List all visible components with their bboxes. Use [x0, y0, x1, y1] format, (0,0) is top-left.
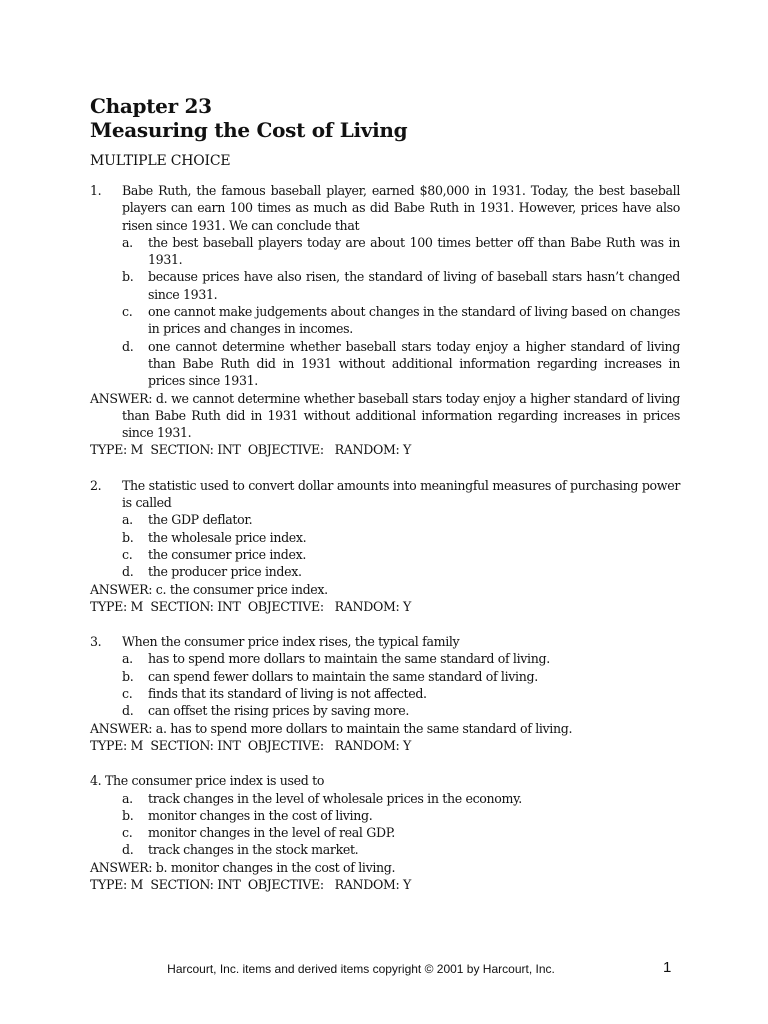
option-letter: d. [122, 564, 134, 580]
option-b [122, 807, 680, 824]
answer-line: ANSWER: a. has to spend more dollars to maintain the same standard of living. [90, 720, 573, 736]
option-text: track changes in the stock market. [148, 842, 359, 858]
option-text: one cannot determine whether baseball stars today enjoy a higher standard of living than Babe Ruth did in 1931 without additional information regarding increases in prices since 1931. [148, 338, 680, 389]
option-list [90, 790, 680, 859]
question-number: 2. [90, 477, 102, 493]
option-letter: c. [122, 304, 133, 320]
question-meta: TYPE: M SECTION: INT OBJECTIVE: RANDOM: Y [90, 598, 411, 614]
option-text: the consumer price index. [148, 546, 306, 562]
option-list [90, 650, 680, 719]
option-letter: b. [122, 668, 134, 684]
answer-line: ANSWER: d. we cannot determine whether baseball stars today enjoy a higher standard of living than Babe Ruth did in 1931 without additional information regarding increases in prices since 1931. [90, 390, 680, 441]
option-letter: a. [122, 651, 133, 667]
answer-line: ANSWER: b. monitor changes in the cost of living. [90, 859, 396, 875]
option-text: has to spend more dollars to maintain the same standard of living. [148, 651, 550, 667]
option-letter: d. [122, 842, 134, 858]
document-page [90, 94, 680, 911]
page-footer [0, 961, 768, 981]
option-d [122, 702, 680, 719]
option-text: finds that its standard of living is not affected. [148, 686, 427, 702]
question-2 [90, 477, 680, 615]
question-text: The statistic used to convert dollar amounts into meaningful measures of purchasing power is called [122, 477, 680, 511]
question-number: 4. [90, 773, 102, 789]
question-meta: TYPE: M SECTION: INT OBJECTIVE: RANDOM: Y [90, 876, 411, 892]
option-text: track changes in the level of wholesale prices in the economy. [148, 790, 522, 806]
option-text: monitor changes in the level of real GDP. [148, 825, 395, 841]
question-list [90, 182, 680, 893]
option-d [122, 563, 680, 580]
question-text: Babe Ruth, the famous baseball player, earned $80,000 in 1931. Today, the best baseball players can earn 100 times as much as did Babe Ruth in 1931. However, prices have also risen since 1931. We can conclude that [122, 183, 680, 233]
option-c [122, 303, 680, 338]
option-text: the wholesale price index. [148, 529, 307, 545]
option-letter: c. [122, 686, 133, 702]
option-list [90, 511, 680, 580]
option-d [122, 338, 680, 390]
option-a [122, 511, 680, 528]
option-a [122, 234, 680, 269]
question-meta: TYPE: M SECTION: INT OBJECTIVE: RANDOM: Y [90, 737, 411, 753]
option-letter: c. [122, 546, 133, 562]
option-c [122, 824, 680, 841]
option-c [122, 546, 680, 563]
question-stem [90, 182, 680, 234]
option-letter: c. [122, 825, 133, 841]
option-text: because prices have also risen, the standard of living of baseball stars hasn’t changed since 1931. [148, 269, 680, 302]
question-text: When the consumer price index rises, the typical family [122, 634, 460, 650]
option-c [122, 685, 680, 702]
question-4 [90, 772, 680, 893]
option-text: the best baseball players today are about 100 times better off than Babe Ruth was in 1931. [148, 234, 680, 268]
question-stem [90, 633, 680, 650]
option-b [122, 529, 680, 546]
option-letter: b. [122, 529, 134, 545]
option-letter: b. [122, 269, 134, 285]
copyright-notice: Harcourt, Inc. items and derived items copyright © 2001 by Harcourt, Inc. [167, 962, 555, 976]
question-text: The consumer price index is used to [104, 773, 325, 789]
option-d [122, 841, 680, 858]
option-letter: a. [122, 790, 133, 806]
option-b [122, 268, 680, 303]
option-text: can offset the rising prices by saving more. [148, 703, 410, 719]
option-b [122, 668, 680, 685]
section-heading: MULTIPLE CHOICE [90, 153, 231, 169]
option-text: monitor changes in the cost of living. [148, 807, 373, 823]
question-1 [90, 182, 680, 459]
page-number: 1 [663, 959, 672, 976]
question-stem [90, 477, 680, 512]
option-letter: d. [122, 703, 134, 719]
option-text: the GDP deflator. [148, 512, 253, 528]
option-text: the producer price index. [148, 564, 302, 580]
option-letter: a. [122, 512, 133, 528]
question-number: 1. [90, 183, 102, 198]
option-letter: d. [122, 338, 134, 354]
answer-line: ANSWER: c. the consumer price index. [90, 581, 328, 597]
option-a [122, 790, 680, 807]
option-list [90, 234, 680, 390]
option-a [122, 650, 680, 667]
chapter-title: Measuring the Cost of Living [90, 118, 408, 142]
question-number: 3. [90, 634, 102, 650]
question-stem [90, 772, 680, 789]
question-3 [90, 633, 680, 754]
option-text: one cannot make judgements about changes in the standard of living based on changes in prices and changes in incomes. [148, 304, 680, 337]
option-letter: b. [122, 807, 134, 823]
option-letter: a. [122, 234, 133, 250]
chapter-number: Chapter 23 [90, 94, 212, 118]
question-meta: TYPE: M SECTION: INT OBJECTIVE: RANDOM: Y [90, 442, 411, 458]
option-text: can spend fewer dollars to maintain the same standard of living. [148, 668, 538, 684]
